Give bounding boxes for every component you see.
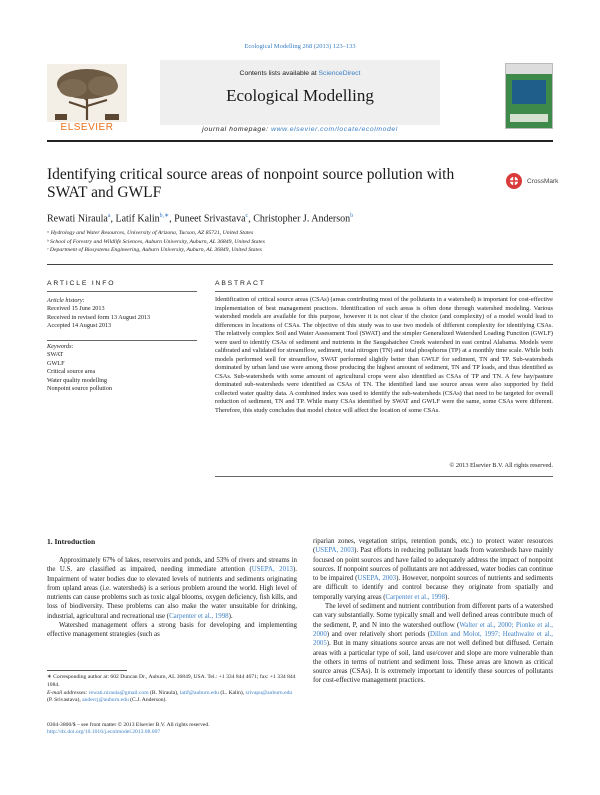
body-text: ). Past efforts in reducing pollutant loads from watersheds have mainly focused on point sources and have failed to adequately address the impact of nonpoint sources. If nonpoint sources of pollutants are not addressed, water bodies can continue to be impaired ( <box>313 547 553 583</box>
contents-prefix: Contents lists available at <box>239 70 319 77</box>
homepage-link[interactable]: www.elsevier.com/locate/ecolmodel <box>271 126 398 133</box>
author-name[interactable]: Rewati Niraula <box>47 213 108 225</box>
journal-citation[interactable]: Ecological Modelling 268 (2013) 123–133 <box>244 43 356 50</box>
contents-line <box>160 70 440 77</box>
email-link[interactable]: latif@auburn.edu <box>179 689 219 696</box>
sciencedirect-link[interactable]: ScienceDirect <box>318 70 361 77</box>
journal-cover-thumbnail[interactable] <box>505 63 553 129</box>
article-history <box>47 297 197 331</box>
author-affiliation-mark[interactable]: a <box>107 213 111 219</box>
crossmark-label: CrossMark <box>527 177 559 185</box>
homepage-prefix: journal homepage: <box>202 126 272 133</box>
abstract-bottom-rule <box>215 476 553 477</box>
author-name[interactable]: Puneet Srivastava <box>174 213 246 225</box>
citation-link[interactable]: Dillon and Molot, 1997; Heathwaite et al., 2005 <box>313 630 553 648</box>
issn-line: 0304-3800/$ – see front matter © 2013 Elsevier B.V. All rights reserved. <box>47 722 210 728</box>
keywords-block <box>47 343 197 393</box>
abstract-heading: ABSTRACT <box>215 280 266 287</box>
publication-footer <box>47 722 297 737</box>
body-column-right <box>313 537 553 686</box>
author-affiliation-mark[interactable]: b,∗ <box>159 213 170 219</box>
email-owner: (L. Kalin), <box>218 689 246 696</box>
header-rule <box>47 140 553 142</box>
footnotes <box>47 674 297 705</box>
body-text: ). <box>228 612 233 620</box>
keyword: Nonpoint source pollution <box>47 385 112 393</box>
email-owner: (P. Srivastava), <box>47 697 83 704</box>
author-affiliation-mark[interactable]: c <box>245 213 249 219</box>
body-text: ) and over relatively short periods ( <box>326 630 431 638</box>
author-name[interactable]: Christopher J. Anderson <box>253 213 351 225</box>
email-label: E-mail addresses: <box>47 689 89 696</box>
intro-paragraph-3 <box>313 602 553 686</box>
keywords-rule <box>47 340 197 341</box>
intro-paragraph-1 <box>47 556 297 621</box>
article-info-rule <box>47 291 197 292</box>
crossmark-badge[interactable] <box>505 172 565 190</box>
crossmark-icon <box>505 172 523 190</box>
body-text: ). <box>445 593 450 601</box>
author-affiliation-mark[interactable]: b <box>350 213 354 219</box>
body-text: Approximately 67% of lakes, reservoirs and ponds, and 53% of rivers and streams in the U.S. are classified as impaired, needing immediate attention ( <box>47 557 297 574</box>
abstract-rule <box>215 291 553 292</box>
keyword: Critical source area <box>47 368 96 376</box>
copyright-notice: © 2013 Elsevier B.V. All rights reserved. <box>449 462 553 469</box>
abstract-text: Identification of critical source areas (CSAs) (areas contributing most of the pollutants in a watershed) is important for cost-effective implementation of best management practices. Identification of such areas is often done through watershed modeling. Various watershed models are available for this purpose, however it is not clear if the choice (and complexity) of a model would lead to differences in locations of CSAs. The objective of this study was to use two models of different complexity for identifying CSAs. The relatively complex Soil and Water Assessment Tool (SWAT) and the simpler Generalized Watershed Loading Function (GWLF) were used to identify CSAs of sediment and nutrients in the Saugahatchee Creek watershed in east central Alabama. Models were calibrated and validated for streamflow, sediment, total nitrogen (TN) and total phosphorus (TP) at a monthly time scale. While both models performed well for streamflow, SWAT performed slightly better than GWLF for sediment, TN and TP. Sub-watersheds dominated by urban land use were among those producing the highest amount of sediment, TN and TP loads, and thus identified as CSAs. Sub-watersheds with some amount of agricultural crops were also identified as CSAs of TP and TN. A few hay/pasture dominated sub-watersheds were identified as CSAs of TN. The identified land use source areas were also supported by field collected water quality data. A combined index was used to identify the sub-watersheds (CSAs) that need to be targeted for overall reduction of sediment, TN and TP. While many CSAs identified by SWAT and GWLF were the same, some CSAs were different. Therefore, this study concludes that model choice will affect the location of some CSAs. <box>215 296 553 414</box>
keywords-label: Keywords: <box>47 343 74 350</box>
email-owner: (C.J. Anderson). <box>128 697 167 704</box>
introduction-heading: 1. Introduction <box>47 537 96 546</box>
elsevier-wordmark: ELSEVIER <box>60 122 114 133</box>
paper-title: Identifying critical source areas of nonpoint source pollution with SWAT and GWLF <box>47 166 455 201</box>
citation-link[interactable]: USEPA, 2003 <box>357 575 397 583</box>
email-link[interactable]: rewati.niraula@gmail.com <box>88 689 149 696</box>
affiliation-b: ᵇ School of Forestry and Wildlife Sciences, Auburn University, Auburn, AL 36849, United States <box>47 238 265 245</box>
journal-name: Ecological Modelling <box>226 86 374 105</box>
affiliation-c: ᶜ Department of Biosystems Engineering, Auburn University, Auburn, AL 36849, United States <box>47 247 262 253</box>
section-rule <box>47 264 553 265</box>
corresponding-author-note: ∗ Corresponding author at: 602 Duncan Dr., Auburn, AL 36849, USA. Tel.: +1 334 844 4671; fax: +1 334 844 1084. <box>47 674 296 688</box>
body-text: riparian zones, vegetation strips, retention ponds, etc.) to protect water resources ( <box>313 538 553 555</box>
author-name[interactable]: Latif Kalin <box>115 213 160 225</box>
email-owner: (R. Niraula), <box>148 689 180 696</box>
history-label: Article history: <box>47 297 85 304</box>
citation-link[interactable]: USEPA, 2003 <box>315 547 355 555</box>
citation-link[interactable]: Carpenter et al., 1998 <box>385 593 446 601</box>
body-column-left <box>47 556 297 640</box>
affiliation-a: ᵃ Hydrology and Water Resources, University of Arizona, Tucson, AZ 85721, United States <box>47 230 254 236</box>
body-text: The level of sediment and nutrient contribution from different parts of a watershed can vary substantially. Some typically small and well defined areas contribute much of the sediment, P, and N into the watershed outflow ( <box>313 603 553 629</box>
intro-paragraph-continued <box>313 537 553 602</box>
email-link[interactable]: andercj@auburn.edu <box>82 697 129 704</box>
footnote-rule <box>47 670 127 671</box>
citation-link[interactable]: USEPA, 2013 <box>251 566 293 574</box>
journal-homepage <box>150 126 450 133</box>
body-text: ). However, nonpoint sources of nutrients and sediments are difficult to identify and control because they originate from spatially and temporally varying areas ( <box>313 575 553 601</box>
citation-link[interactable]: Carpenter et al., 1998 <box>169 612 229 620</box>
history-received: Received 15 June 2013 <box>47 305 105 313</box>
keyword: GWLF <box>47 359 65 367</box>
article-info-heading: ARTICLE INFO <box>47 280 116 287</box>
author-list: Rewati Niraula$^a$, Latif Kalin$^{b,∗}$, Puneet Srivastava$^c$, Christopher J. Anderson$^b$ <box>47 213 354 225</box>
doi-link[interactable]: http://dx.doi.org/10.1016/j.ecolmodel.2013.08.007 <box>47 729 161 736</box>
intro-paragraph-2: Watershed management offers a strong basis for developing and implementing effective management strategies (such as <box>47 622 297 639</box>
history-revised: Received in revised form 13 August 2013 <box>47 313 151 321</box>
keyword: Water quality modelling <box>47 376 107 384</box>
citation-link[interactable]: Walter et al., 2000; Pionke et al., 2000 <box>313 621 553 638</box>
body-text: ). But in many situations source areas are not well defined but diffused. Certain areas with a particular type of soil, land use/cover and slope are more vulnerable than the others in terms of nutrient and sediment loss. These areas are known as critical source areas (CSAs). It is extremely important to identify these sources of pollutants for cost-effective management practices. <box>313 640 553 685</box>
email-addresses <box>47 690 297 706</box>
affiliations <box>47 229 547 255</box>
body-text: ). Impairment of water bodies due to elevated levels of nutrients and sediments originating from upland areas (i.e. watersheds) is a serious problem around the world. High level of nutrients can cause problems such as toxic algal blooms, oxygen deficiency, fish kills, and loss of biodiversity. These problems can also make the water unsuitable for drinking, industrial, agricultural and recreational use ( <box>47 566 297 620</box>
keyword: SWAT <box>47 351 64 359</box>
email-link[interactable]: srivapu@auburn.edu <box>245 689 293 696</box>
history-accepted: Accepted 14 August 2013 <box>47 322 112 330</box>
